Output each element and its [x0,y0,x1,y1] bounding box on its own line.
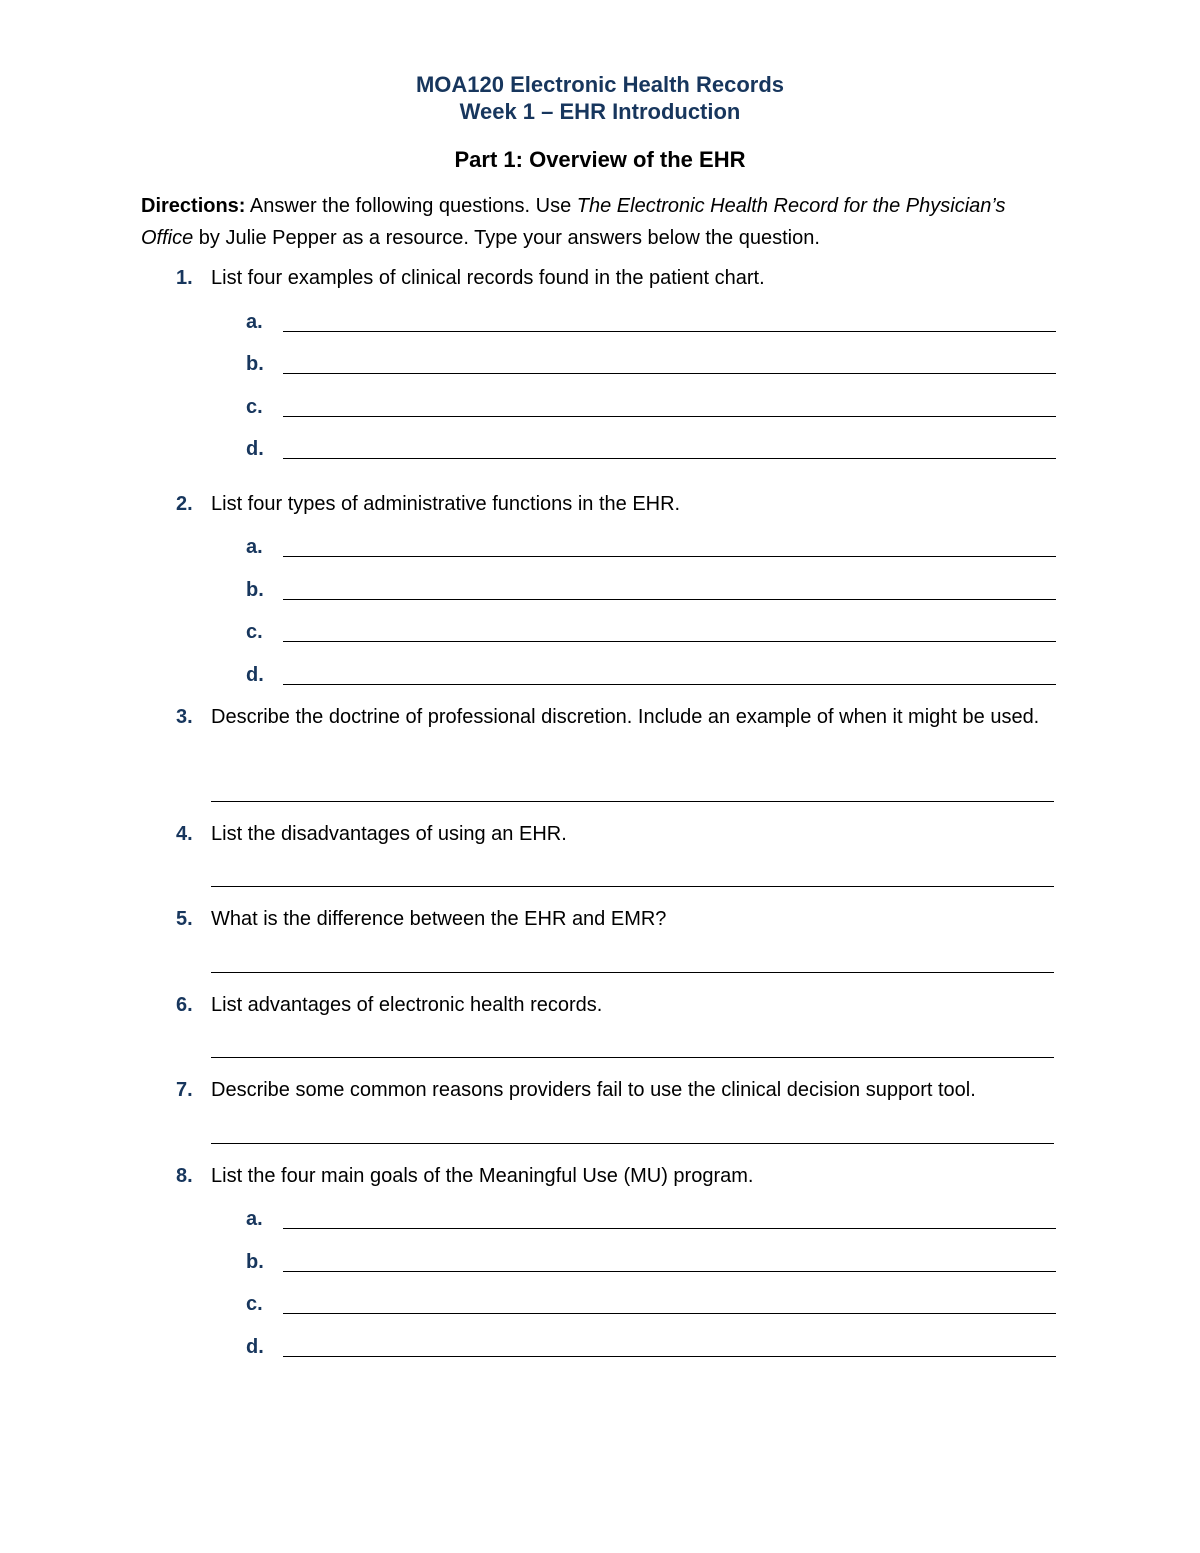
q7-answer-line[interactable] [211,1143,1054,1144]
part-title: Part 1: Overview of the EHR [454,147,746,172]
directions-paragraph [141,190,1021,254]
q8-sub-label-c: c. [246,1293,263,1315]
q1-answer-line-c[interactable] [283,416,1056,417]
question-6-text: List advantages of electronic health records. [211,994,603,1016]
q6-answer-line[interactable] [211,1057,1054,1058]
q8-answer-line-b[interactable] [283,1271,1056,1272]
question-7-text: Describe some common reasons providers fail to use the clinical decision support tool. [211,1079,976,1101]
q8-sub-label-d: d. [246,1336,264,1358]
q8-answer-line-d[interactable] [283,1356,1056,1357]
q1-sub-label-c: c. [246,396,263,418]
directions-text-2: by Julie Pepper as a resource. Type your answers below the question. [193,227,820,249]
week-title: Week 1 – EHR Introduction [459,99,741,124]
book-title: The Electronic Health Record for the Physician’s Office [141,195,1006,249]
q1-sub-label-a: a. [246,311,263,333]
question-5-text: What is the difference between the EHR and EMR? [211,908,667,930]
question-3-number: 3. [176,706,193,728]
question-5-number: 5. [176,908,193,930]
q8-answer-line-a[interactable] [283,1228,1056,1229]
q1-sub-label-d: d. [246,438,264,460]
q8-sub-label-b: b. [246,1251,264,1273]
question-2-text: List four types of administrative functions in the EHR. [211,493,681,515]
question-1-number: 1. [176,267,193,289]
question-4-number: 4. [176,823,193,845]
question-6-number: 6. [176,994,193,1016]
directions-text-1: Answer the following questions. Use [245,195,577,217]
q2-answer-line-c[interactable] [283,641,1056,642]
question-8-text: List the four main goals of the Meaningful Use (MU) program. [211,1165,754,1187]
question-7-number: 7. [176,1079,193,1101]
question-4-text: List the disadvantages of using an EHR. [211,823,567,845]
directions-label: Directions: [141,195,246,217]
q3-answer-line[interactable] [211,801,1054,802]
question-1-text: List four examples of clinical records found in the patient chart. [211,267,765,289]
q1-answer-line-a[interactable] [283,331,1056,332]
q2-sub-label-c: c. [246,621,263,643]
q2-sub-label-d: d. [246,664,264,686]
q2-sub-label-a: a. [246,536,263,558]
q2-answer-line-a[interactable] [283,556,1056,557]
q5-answer-line[interactable] [211,972,1054,973]
q1-sub-label-b: b. [246,353,264,375]
q2-answer-line-d[interactable] [283,684,1056,685]
q4-answer-line[interactable] [211,886,1054,887]
question-3-text: Describe the doctrine of professional discretion. Include an example of when it might be used. [211,706,1040,728]
q8-sub-label-a: a. [246,1208,263,1230]
q8-answer-line-c[interactable] [283,1313,1056,1314]
q1-answer-line-b[interactable] [283,373,1056,374]
q2-sub-label-b: b. [246,579,264,601]
question-8-number: 8. [176,1165,193,1187]
course-title: MOA120 Electronic Health Records [415,72,784,97]
question-2-number: 2. [176,493,193,515]
q2-answer-line-b[interactable] [283,599,1056,600]
q1-answer-line-d[interactable] [283,458,1056,459]
